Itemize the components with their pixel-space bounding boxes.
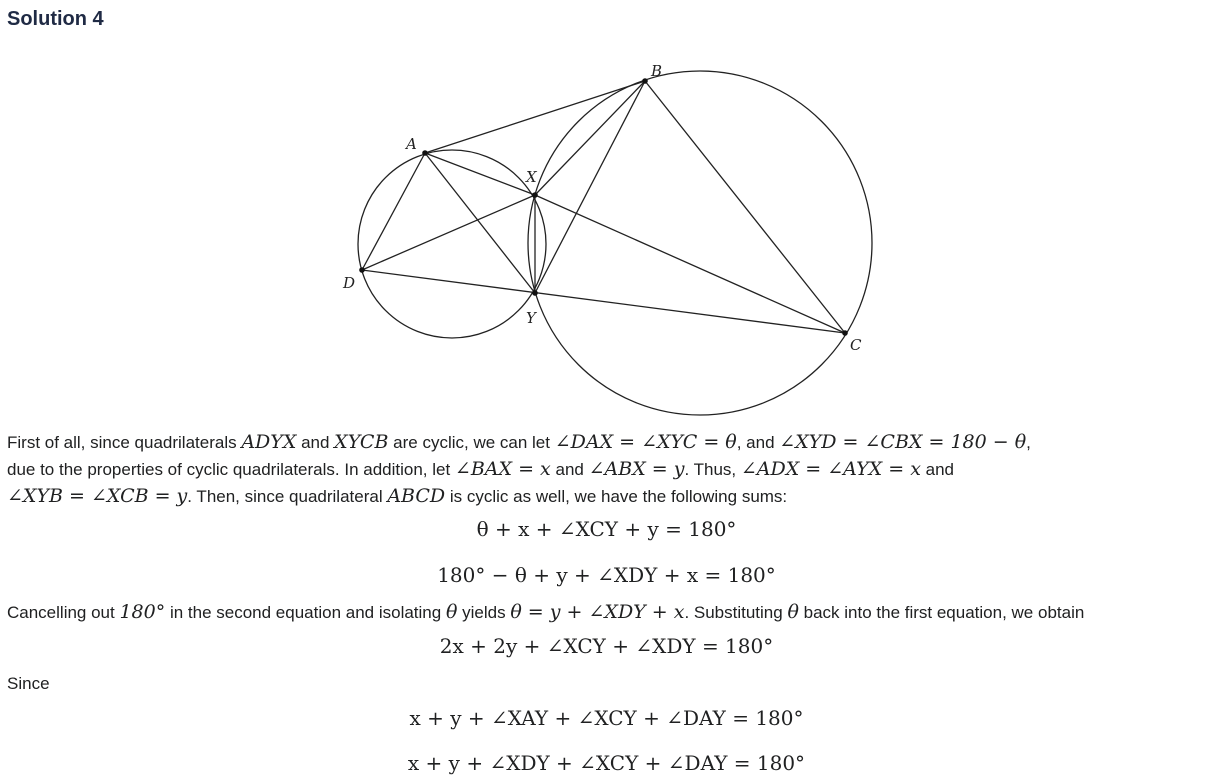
intro-line-3: ∠XYB = ∠XCB = y. Then, since quadrilateral ABCD is cyclic as well, we have the following sums:: [7, 485, 788, 507]
point-b: [642, 78, 648, 84]
circle-xycb: [528, 71, 872, 415]
intro-line-1: First of all, since quadrilaterals ADYX and XYCB are cyclic, we can let ∠DAX = ∠XYC = θ, and ∠XYD = ∠CBX = 180 − θ,: [7, 431, 1031, 453]
geometry-figure: [0, 55, 1213, 420]
segment-cd: [362, 270, 845, 333]
point-x: [532, 192, 538, 198]
segment-bx: [535, 81, 645, 195]
point-d: [359, 267, 365, 273]
segment-dx: [362, 195, 535, 270]
solution-heading: Solution 4: [7, 8, 104, 30]
equation-2: 180° − θ + y + ∠XDY + x = 180°: [437, 563, 776, 587]
label-d: D: [343, 274, 356, 292]
segment-bc: [645, 81, 845, 333]
equation-1: θ + x + ∠XCY + y = 180°: [476, 517, 737, 541]
label-a: A: [406, 135, 417, 153]
segment-ab: [425, 81, 645, 153]
equation-3: 2x + 2y + ∠XCY + ∠XDY = 180°: [439, 634, 774, 658]
intro-line-2: due to the properties of cyclic quadrilaterals. In addition, let ∠BAX = x and ∠ABX = y. Thus, ∠ADX = ∠AYX = x and: [7, 458, 955, 480]
paragraph-intro: [7, 429, 1207, 510]
label-y: Y: [526, 309, 536, 327]
point-c: [842, 330, 848, 336]
segment-by: [535, 81, 645, 293]
equation-5: x + y + ∠XDY + ∠XCY + ∠DAY = 180°: [407, 751, 806, 775]
paragraph-since: Since: [7, 674, 50, 693]
label-b: B: [651, 62, 663, 80]
circle-adyx: [358, 150, 546, 338]
point-a: [422, 150, 428, 156]
equation-4: x + y + ∠XAY + ∠XCY + ∠DAY = 180°: [409, 706, 804, 730]
label-x: X: [526, 168, 537, 186]
label-c: C: [850, 336, 862, 354]
point-y: [532, 290, 538, 296]
paragraph-cancel: Cancelling out 180° in the second equation and isolating θ yields θ = y + ∠XDY + x. Substituting θ back into the first equation, we obtain: [7, 601, 1085, 623]
